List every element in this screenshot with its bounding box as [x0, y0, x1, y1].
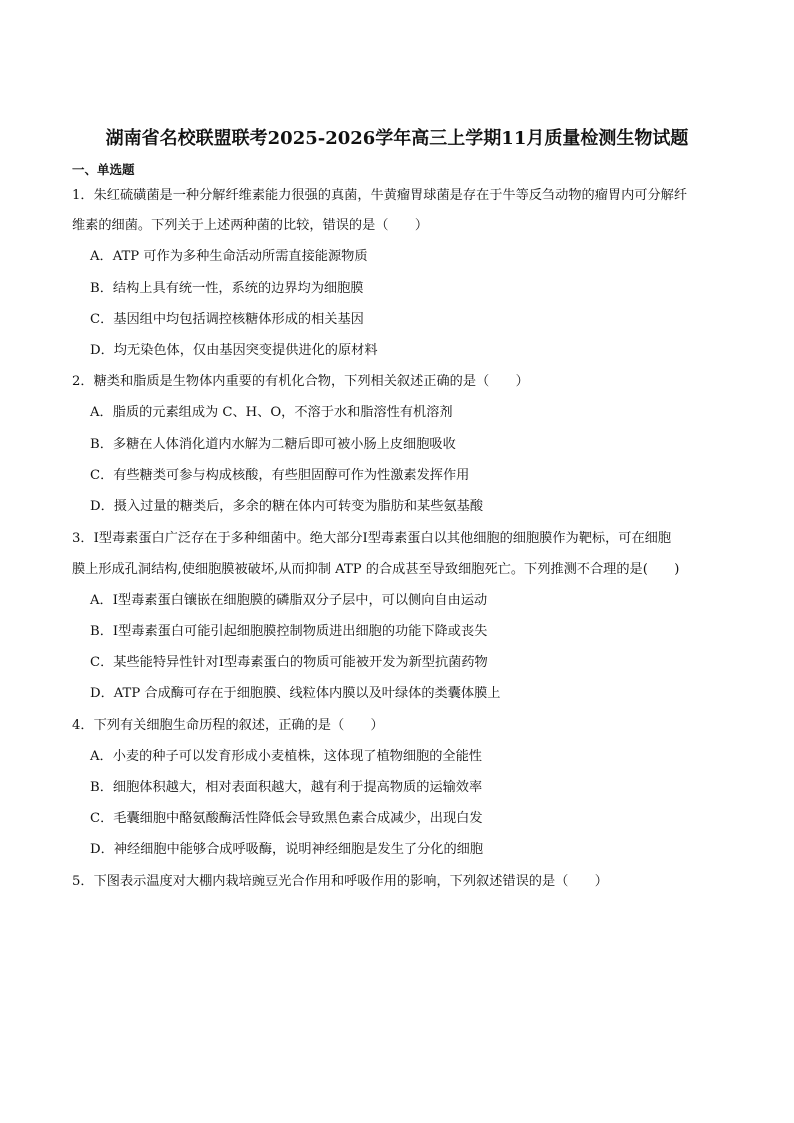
question-1-option-c: C．基因组中均包括调控核糖体形成的相关基因 — [90, 312, 364, 327]
question-1-option-a: A．ATP 可作为多种生命活动所需直接能源物质 — [90, 249, 368, 264]
question-1-option-d: D．均无染色体，仅由基因突变提供进化的原材料 — [90, 343, 378, 358]
question-1-stem-line-2: 维素的细菌。下列关于上述两种菌的比较，错误的是（ ） — [72, 218, 429, 233]
question-4-option-c: C．毛囊细胞中酪氨酸酶活性降低会导致黑色素合成减少，出现白发 — [90, 811, 483, 826]
question-4-option-a: A．小麦的种子可以发育形成小麦植株，这体现了植物细胞的全能性 — [90, 749, 482, 764]
question-3-option-c: C．某些能特异性针对Ⅰ型毒素蛋白的物质可能被开发为新型抗菌药物 — [90, 655, 488, 670]
question-4-stem-line-1: 4．下列有关细胞生命历程的叙述，正确的是（ ） — [72, 718, 384, 733]
question-2-option-a: A．脂质的元素组成为 C、H、O，不溶于水和脂溶性有机溶剂 — [90, 405, 453, 420]
question-3-option-d: D．ATP 合成酶可存在于细胞膜、线粒体内膜以及叶绿体的类囊体膜上 — [90, 686, 501, 701]
section-heading: 一、单选题 — [72, 162, 135, 177]
question-3-option-a: A．Ⅰ型毒素蛋白镶嵌在细胞膜的磷脂双分子层中，可以侧向自由运动 — [90, 593, 488, 608]
page-title: 湖南省名校联盟联考2025-2026学年高三上学期11月质量检测生物试题 — [105, 128, 689, 149]
question-2-stem-line-1: 2．糖类和脂质是生物体内重要的有机化合物，下列相关叙述正确的是（ ） — [72, 374, 529, 389]
question-3-option-b: B．Ⅰ型毒素蛋白可能引起细胞膜控制物质进出细胞的功能下降或丧失 — [90, 624, 488, 639]
question-2-option-b: B．多糖在人体消化道内水解为二糖后即可被小肠上皮细胞吸收 — [90, 437, 456, 452]
question-3-stem-line-1: 3．Ⅰ型毒素蛋白广泛存在于多种细菌中。绝大部分Ⅰ型毒素蛋白以其他细胞的细胞膜作为靶标，可在细胞 — [72, 531, 672, 546]
question-1-stem-line-1: 1．朱红硫磺菌是一种分解纤维素能力很强的真菌，牛黄瘤胃球菌是存在于牛等反刍动物的瘤胃内可分解纤 — [72, 188, 688, 203]
question-1-option-b: B．结构上具有统一性，系统的边界均为细胞膜 — [90, 281, 364, 296]
question-5-stem-line-1: 5．下图表示温度对大棚内栽培豌豆光合作用和呼吸作用的影响，下列叙述错误的是（ ） — [72, 874, 608, 889]
question-4-option-d: D．神经细胞中能够合成呼吸酶，说明神经细胞是发生了分化的细胞 — [90, 842, 484, 857]
question-3-stem-line-2: 膜上形成孔洞结构,使细胞膜被破坏,从而抑制 ATP 的合成甚至导致细胞死亡。下列推测不合理的是( ) — [72, 562, 680, 577]
question-4-option-b: B．细胞体积越大，相对表面积越大，越有利于提高物质的运输效率 — [90, 780, 483, 795]
question-2-option-c: C．有些糖类可参与构成核酸，有些胆固醇可作为性激素发挥作用 — [90, 468, 470, 483]
question-2-option-d: D．摄入过量的糖类后，多余的糖在体内可转变为脂肪和某些氨基酸 — [90, 499, 484, 514]
